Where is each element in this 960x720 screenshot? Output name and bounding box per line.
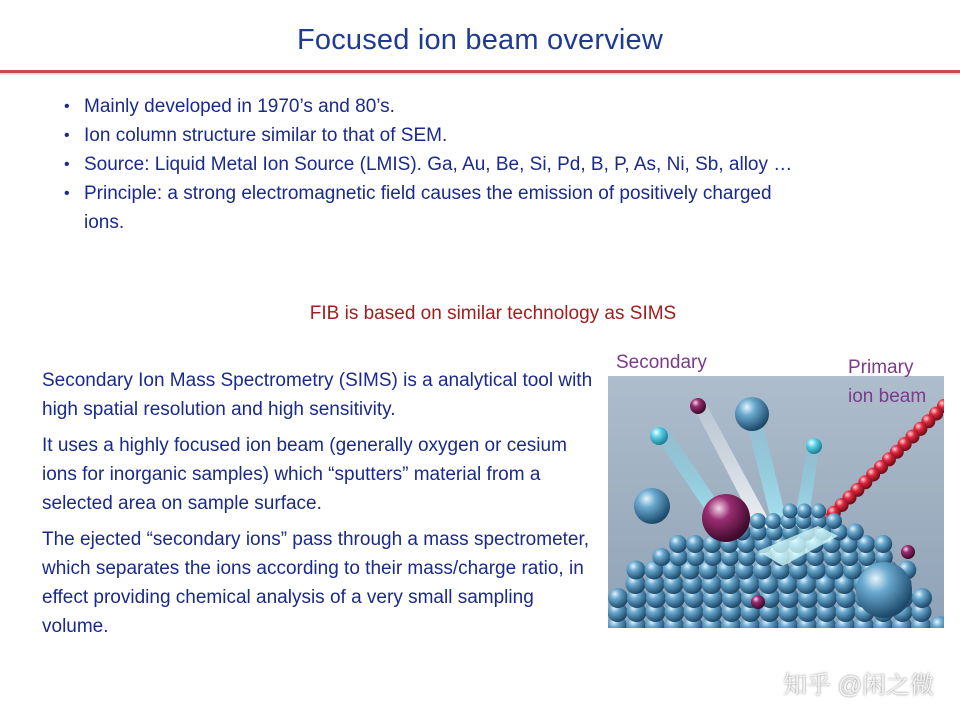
primary-label-line2: ion beam [848,386,927,407]
paragraph: It uses a highly focused ion beam (generally oxygen or cesium ions for inorganic samples) which “sputters” material from a selected area on sample surface. [42,435,567,514]
sims-description [42,366,602,648]
bullet-dot: • [64,127,70,144]
surface-atom [912,588,932,608]
large-atom [634,488,670,524]
bullet-text: Principle: a strong electromagnetic field causes the emission of positively charged ions. [84,183,772,233]
large-secondary-ion [702,494,750,542]
surface-atom [765,513,781,529]
surface-atom [608,588,628,608]
surface-atom [783,504,798,519]
surface-atom [669,535,687,553]
paragraph: The ejected “secondary ions” pass through a mass spectrometer, which separates the ions according to their mass/charge ratio, in effect providing chemical analysis of a very small sampling volume. [42,529,590,637]
primary-ion-beam-label [848,353,926,411]
bullet-dot: • [64,98,70,115]
surface-atom [653,548,671,566]
surface-atom [627,561,646,580]
dopant-atom [901,545,915,559]
bullet-dot: • [64,156,70,173]
secondary-ion [735,397,769,431]
secondary-ion [690,398,706,414]
secondary-ion [806,438,822,454]
secondary-ion [650,427,668,445]
surface-atom [686,535,704,553]
dopant-atom [751,595,765,609]
watermark: 知乎 @闲之微 [782,672,934,699]
bullet-text: Ion column structure similar to that of SEM. [84,125,448,146]
bullet-dot: • [64,185,70,202]
subtitle: FIB is based on similar technology as SIMS [309,303,677,324]
bullet-item [64,121,904,150]
surface-atom [847,524,864,541]
sims-illustration [608,376,944,628]
surface-atom [874,535,892,553]
bullet-item [64,150,904,179]
sputtering-diagram [608,376,944,628]
slide-title: Focused ion beam overview [296,24,664,56]
surface-atom [797,504,812,519]
paragraph: Secondary Ion Mass Spectrometry (SIMS) is a analytical tool with high spatial resolution and high sensitivity. [42,370,593,420]
primary-label-line1: Primary [848,357,914,378]
surface-atom [826,513,842,529]
bullet-item [64,179,804,237]
surface-atom [811,504,826,519]
surface-atom [750,513,766,529]
bullet-item [64,92,904,121]
secondary-label-line1: Secondary [616,352,707,373]
bullet-text: Mainly developed in 1970’s and 80’s. [84,96,395,117]
title-rule-shadow [0,73,960,76]
bullet-text: Source: Liquid Metal Ion Source (LMIS). Ga, Au, Be, Si, Pd, B, P, As, Ni, Sb, alloy … [84,154,793,175]
bullet-list [64,92,904,237]
large-atom [856,562,912,618]
